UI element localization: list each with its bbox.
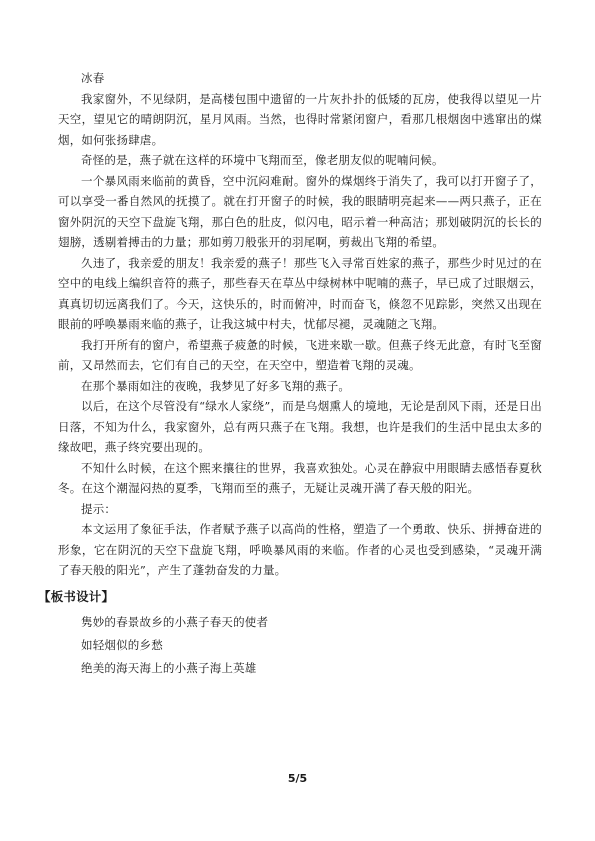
paragraph: 一个暴风雨来临前的黄昏，空中沉闷难耐。窗外的煤烟终于消失了，我可以打开窗子了，可以享受一番自然风的抚摸了。就在打开窗子的时候，我的眼睛明亮起来——两只燕子，正在窗外阴沉的天空下盘旋飞翔，那白色的肚皮，似闪电，昭示着一种高洁；那划破阴沉的长长的翅膀，透剔着搏击的力量；那如剪刀般张开的羽尾啊，剪裁出飞翔的希望。 [58, 173, 542, 249]
board-design-line: 如轻烟似的乡愁 [81, 638, 163, 652]
page-number: 5/5 [287, 772, 308, 785]
document-body [38, 68, 542, 680]
essay-title: 冰春 [81, 71, 105, 85]
hint-paragraph: 本文运用了象征手法，作者赋予燕子以高尚的性格，塑造了一个勇敢、快乐、拼搏奋进的形象，它在阴沉的天空下盘旋飞翔，呼唤暴风雨的来临。作者的心灵也受到感染，“灵魂开满了春天般的阳光”，产生了蓬勃奋发的力量。 [58, 522, 542, 577]
paragraph: 以后，在这个尽管没有“绿水人家绕”，而是乌烟熏人的境地，无论是刮风下雨，还是日出日落，不知为什么，我家窗外，总有两只燕子在飞翔。我想，也许是我们的生活中昆虫太多的缘故吧，燕子终究要出现的。 [58, 399, 542, 454]
paragraph: 奇怪的是，燕子就在这样的环境中飞翔而至，像老朋友似的呢喃问候。 [81, 153, 444, 167]
paragraph: 我家窗外，不见绿阴，是高楼包围中遗留的一片灰扑扑的低矮的瓦房，使我得以望见一片天空，望见它的晴朗阴沉，星月风雨。当然，也得时常紧闭窗户，看那几根烟囱中逃窜出的煤烟，如何张扬肆虐。 [58, 91, 542, 147]
hint-label: 提示： [81, 501, 117, 516]
paragraph: 不知什么时候，在这个熙来攘往的世界，我喜欢独处。心灵在静寂中用眼睛去感悟春夏秋冬。在这个潮湿闷热的夏季，飞翔而至的燕子，无疑让灵魂开满了春天般的阳光。 [58, 460, 542, 495]
board-design-heading: 【板书设计】 [38, 588, 115, 604]
paragraph: 在那个暴雨如注的夜晚，我梦见了好多飞翔的燕子。 [81, 378, 351, 393]
paragraph: 久违了，我亲爱的朋友！我亲爱的燕子！那些飞入寻常百姓家的燕子，那些少时见过的在空中的电线上编织音符的燕子，那些春天在草丛中绿树林中呢喃的燕子，早已成了过眼烟云，真真切切远离我们了。今天，这快乐的，时而俯冲，时而奋飞，倏忽不见踪影，突然又出现在眼前的呼唤暴雨来临的燕子，让我这城中村夫，忧郁尽褪，灵魂随之飞翔。 [58, 255, 542, 331]
paragraph: 我打开所有的窗户，希望燕子疲惫的时候，飞进来歇一歇。但燕子终无此意，有时飞至窗前，又昂然而去，它们有自己的天空，在天空中，塑造着飞翔的灵魂。 [58, 337, 542, 372]
board-design-line: 绝美的海天海上的小燕子海上英雄 [81, 661, 257, 675]
board-design-line: 隽妙的春景故乡的小燕子春天的使者 [81, 615, 269, 629]
